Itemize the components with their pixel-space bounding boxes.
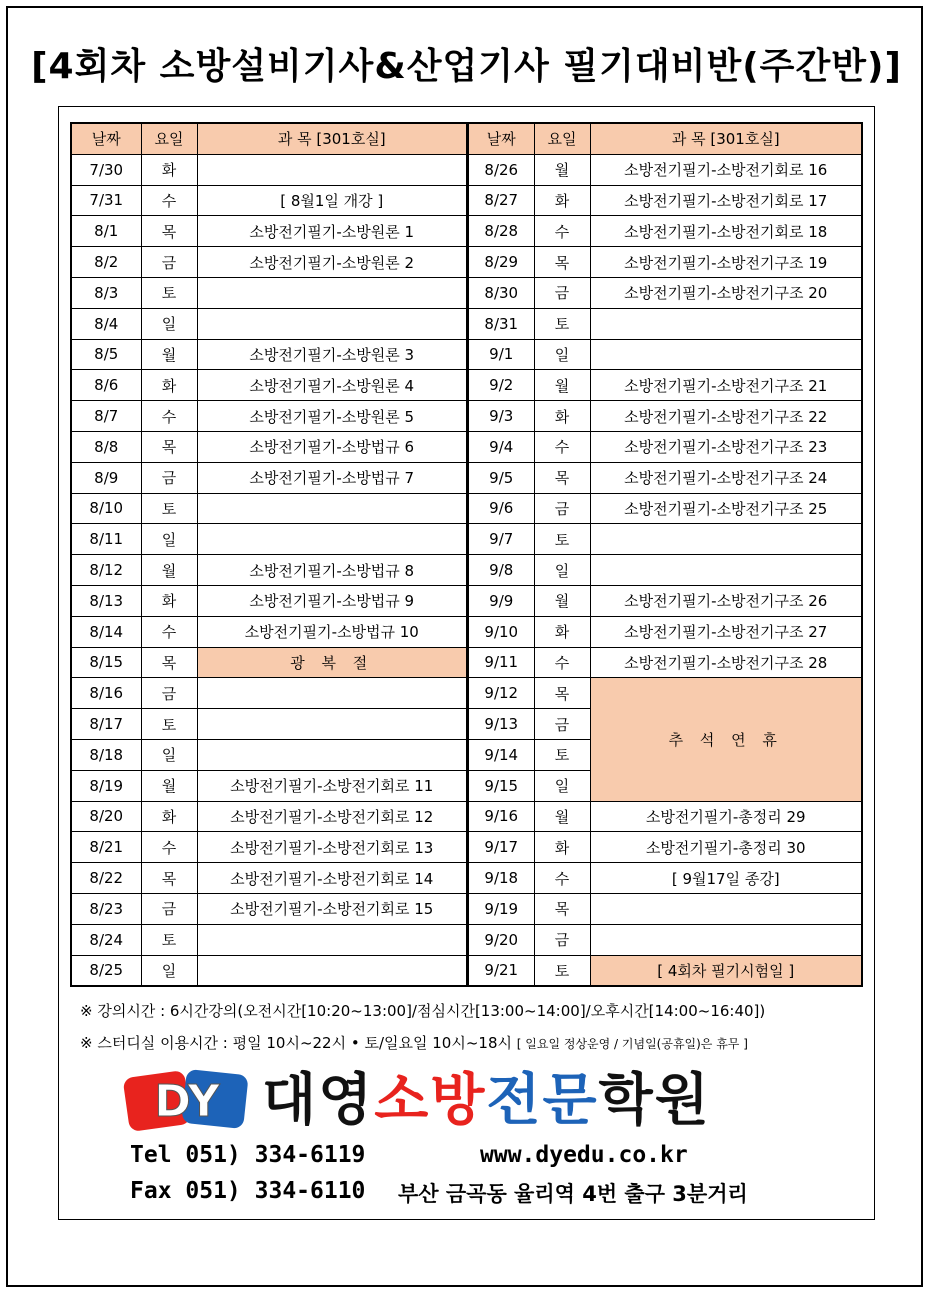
subject-cell: 추 석 연 휴 (590, 678, 862, 801)
weekday-cell: 토 (141, 924, 197, 955)
weekday-cell: 수 (534, 863, 590, 894)
weekday-cell: 목 (141, 647, 197, 678)
date-cell: 8/26 (468, 154, 534, 185)
date-cell: 9/19 (468, 893, 534, 924)
table-row (71, 709, 467, 740)
table-row (468, 493, 862, 524)
academy-name-part4: 학원 (598, 1068, 711, 1133)
fax-number: Fax 051) 334-6110 (130, 1178, 366, 1204)
website-url[interactable]: www.dyedu.co.kr (480, 1142, 688, 1168)
table-row (71, 462, 467, 493)
date-cell: 9/11 (468, 647, 534, 678)
weekday-cell: 수 (534, 216, 590, 247)
weekday-cell: 일 (141, 524, 197, 555)
date-cell: 7/30 (71, 154, 141, 185)
subject-cell (590, 339, 862, 370)
subject-cell: 소방전기필기-소방전기회로 13 (197, 832, 467, 863)
subject-cell (197, 678, 467, 709)
date-cell: 7/31 (71, 185, 141, 216)
date-cell: 8/2 (71, 247, 141, 278)
header-day: 요일 (141, 123, 197, 154)
date-cell: 8/18 (71, 739, 141, 770)
subject-cell: 소방전기필기-소방원론 5 (197, 401, 467, 432)
table-row (71, 863, 467, 894)
subject-cell: 소방전기필기-소방전기회로 12 (197, 801, 467, 832)
table-row (468, 616, 862, 647)
subject-cell: 소방전기필기-소방원론 3 (197, 339, 467, 370)
header-date: 날짜 (468, 123, 534, 154)
table-row (468, 185, 862, 216)
address: 부산 금곡동 율리역 4번 출구 3분거리 (398, 1182, 748, 1206)
weekday-cell: 월 (141, 555, 197, 586)
table-row (468, 154, 862, 185)
table-row (468, 247, 862, 278)
subject-cell: 소방전기필기-소방법규 8 (197, 555, 467, 586)
weekday-cell: 수 (534, 647, 590, 678)
table-row (468, 524, 862, 555)
date-cell: 9/17 (468, 832, 534, 863)
header-date: 날짜 (71, 123, 141, 154)
date-cell: 8/6 (71, 370, 141, 401)
table-row (468, 339, 862, 370)
study-room-hours: ※ 스터디실 이용시간 : 평일 10시~22시 • 토/일요일 10시~18시 (80, 1034, 512, 1052)
date-cell: 8/14 (71, 616, 141, 647)
date-cell: 8/21 (71, 832, 141, 863)
academy-name (262, 1066, 711, 1136)
subject-cell: 소방전기필기-소방전기회로 18 (590, 216, 862, 247)
table-row (468, 955, 862, 986)
table-row (71, 308, 467, 339)
date-cell: 8/24 (71, 924, 141, 955)
subject-cell: 소방전기필기-소방전기구조 24 (590, 462, 862, 493)
weekday-cell: 토 (534, 308, 590, 339)
date-cell: 9/7 (468, 524, 534, 555)
date-cell: 8/3 (71, 277, 141, 308)
table-row (468, 924, 862, 955)
subject-cell: 소방전기필기-소방전기회로 15 (197, 893, 467, 924)
table-row (468, 277, 862, 308)
table-row (71, 647, 467, 678)
study-room-holiday-note: [ 일요일 정상운영 / 기념일(공휴일)은 휴무 ] (516, 1037, 748, 1051)
header-subject: 과 목 [301호실] (590, 123, 862, 154)
date-cell: 8/9 (71, 462, 141, 493)
subject-cell: 소방전기필기-소방원론 4 (197, 370, 467, 401)
subject-cell: 소방전기필기-소방전기구조 26 (590, 585, 862, 616)
table-row (71, 247, 467, 278)
subject-cell (197, 524, 467, 555)
date-cell: 8/15 (71, 647, 141, 678)
table-row (468, 462, 862, 493)
date-cell: 8/1 (71, 216, 141, 247)
table-row (71, 185, 467, 216)
table-row (468, 647, 862, 678)
weekday-cell: 토 (141, 709, 197, 740)
subject-cell (590, 308, 862, 339)
table-row (468, 216, 862, 247)
tel-number: Tel 051) 334-6119 (130, 1142, 366, 1168)
subject-cell (197, 709, 467, 740)
table-row (468, 308, 862, 339)
table-row (71, 154, 467, 185)
subject-cell (197, 277, 467, 308)
academy-name-part2: 소방 (374, 1068, 487, 1133)
dy-logo-icon (122, 1068, 252, 1132)
date-cell: 8/30 (468, 277, 534, 308)
date-cell: 9/20 (468, 924, 534, 955)
weekday-cell: 월 (141, 339, 197, 370)
weekday-cell: 화 (534, 185, 590, 216)
date-cell: 9/8 (468, 555, 534, 586)
table-row (71, 585, 467, 616)
date-cell: 9/15 (468, 770, 534, 801)
table-row (71, 524, 467, 555)
table-row (468, 431, 862, 462)
weekday-cell: 수 (141, 401, 197, 432)
weekday-cell: 일 (534, 339, 590, 370)
date-cell: 9/13 (468, 709, 534, 740)
subject-cell: 소방전기필기-소방전기구조 25 (590, 493, 862, 524)
subject-cell: 소방전기필기-소방전기구조 19 (590, 247, 862, 278)
subject-cell: 소방전기필기-소방법규 9 (197, 585, 467, 616)
table-row (71, 216, 467, 247)
academy-brand (122, 1066, 802, 1136)
date-cell: 8/19 (71, 770, 141, 801)
weekday-cell: 토 (141, 277, 197, 308)
subject-cell: 소방전기필기-소방원론 2 (197, 247, 467, 278)
date-cell: 9/16 (468, 801, 534, 832)
subject-cell: 소방전기필기-소방전기구조 28 (590, 647, 862, 678)
table-row (71, 370, 467, 401)
weekday-cell: 화 (141, 370, 197, 401)
subject-cell: 소방전기필기-소방전기구조 22 (590, 401, 862, 432)
date-cell: 8/17 (71, 709, 141, 740)
weekday-cell: 목 (534, 678, 590, 709)
subject-cell: [ 9월17일 종강] (590, 863, 862, 894)
weekday-cell: 목 (141, 863, 197, 894)
subject-cell: 소방전기필기-총정리 29 (590, 801, 862, 832)
weekday-cell: 토 (141, 493, 197, 524)
table-row (71, 924, 467, 955)
date-cell: 9/10 (468, 616, 534, 647)
weekday-cell: 화 (534, 401, 590, 432)
weekday-cell: 월 (141, 770, 197, 801)
subject-cell: 소방전기필기-소방법규 10 (197, 616, 467, 647)
date-cell: 8/13 (71, 585, 141, 616)
header-subject: 과 목 [301호실] (197, 123, 467, 154)
date-cell: 9/5 (468, 462, 534, 493)
date-cell: 8/7 (71, 401, 141, 432)
subject-cell: [ 4회차 필기시험일 ] (590, 955, 862, 986)
date-cell: 8/22 (71, 863, 141, 894)
weekday-cell: 금 (141, 893, 197, 924)
table-row (71, 493, 467, 524)
date-cell: 8/27 (468, 185, 534, 216)
subject-cell (197, 308, 467, 339)
subject-cell: 소방전기필기-소방전기회로 17 (590, 185, 862, 216)
weekday-cell: 목 (141, 216, 197, 247)
subject-cell (590, 924, 862, 955)
weekday-cell: 수 (141, 616, 197, 647)
table-row (71, 801, 467, 832)
weekday-cell: 금 (534, 277, 590, 308)
weekday-cell: 금 (141, 678, 197, 709)
study-room-note (80, 1032, 748, 1053)
weekday-cell: 월 (534, 370, 590, 401)
weekday-cell: 목 (534, 893, 590, 924)
date-cell: 9/14 (468, 739, 534, 770)
schedule-table-right (467, 122, 863, 987)
table-row (71, 277, 467, 308)
weekday-cell: 토 (534, 955, 590, 986)
date-cell: 9/18 (468, 863, 534, 894)
subject-cell: 소방전기필기-소방전기구조 20 (590, 277, 862, 308)
weekday-cell: 월 (534, 154, 590, 185)
weekday-cell: 수 (534, 431, 590, 462)
subject-cell: 소방전기필기-총정리 30 (590, 832, 862, 863)
header-day: 요일 (534, 123, 590, 154)
date-cell: 8/23 (71, 893, 141, 924)
weekday-cell: 금 (141, 247, 197, 278)
table-row (71, 832, 467, 863)
table-row (468, 401, 862, 432)
subject-cell: 소방전기필기-소방전기회로 11 (197, 770, 467, 801)
table-row (468, 585, 862, 616)
subject-cell: 소방전기필기-소방법규 6 (197, 431, 467, 462)
date-cell: 8/11 (71, 524, 141, 555)
table-row (468, 801, 862, 832)
subject-cell (590, 555, 862, 586)
weekday-cell: 화 (534, 832, 590, 863)
date-cell: 8/16 (71, 678, 141, 709)
subject-cell: 소방전기필기-소방원론 1 (197, 216, 467, 247)
subject-cell: 소방전기필기-소방전기구조 21 (590, 370, 862, 401)
schedule-table-left (70, 122, 468, 987)
date-cell: 8/4 (71, 308, 141, 339)
table-row (468, 863, 862, 894)
lecture-hours-note: ※ 강의시간 : 6시간강의(오전시간[10:20~13:00]/점심시간[13:00~14:00]/오후시간[14:00~16:40]) (80, 1002, 766, 1020)
weekday-cell: 목 (534, 462, 590, 493)
weekday-cell: 일 (534, 770, 590, 801)
table-row (71, 770, 467, 801)
subject-cell: [ 8월1일 개강 ] (197, 185, 467, 216)
subject-cell: 소방전기필기-소방전기구조 23 (590, 431, 862, 462)
subject-cell: 소방전기필기-소방전기회로 16 (590, 154, 862, 185)
weekday-cell: 일 (534, 555, 590, 586)
table-row (468, 555, 862, 586)
date-cell: 9/12 (468, 678, 534, 709)
date-cell: 9/4 (468, 431, 534, 462)
subject-cell (590, 893, 862, 924)
weekday-cell: 일 (141, 308, 197, 339)
subject-cell: 광 복 절 (197, 647, 467, 678)
table-row (71, 893, 467, 924)
subject-cell (197, 955, 467, 986)
table-row (71, 678, 467, 709)
date-cell: 9/1 (468, 339, 534, 370)
weekday-cell: 수 (141, 832, 197, 863)
weekday-cell: 금 (534, 709, 590, 740)
weekday-cell: 화 (141, 801, 197, 832)
weekday-cell: 수 (141, 185, 197, 216)
table-row (71, 739, 467, 770)
logo-text: DY (154, 1076, 220, 1127)
weekday-cell: 금 (141, 462, 197, 493)
table-row (468, 678, 862, 709)
weekday-cell: 토 (534, 524, 590, 555)
table-row (71, 555, 467, 586)
date-cell: 8/25 (71, 955, 141, 986)
date-cell: 8/31 (468, 308, 534, 339)
weekday-cell: 목 (141, 431, 197, 462)
date-cell: 9/3 (468, 401, 534, 432)
date-cell: 9/6 (468, 493, 534, 524)
date-cell: 8/5 (71, 339, 141, 370)
weekday-cell: 화 (141, 585, 197, 616)
subject-cell: 소방전기필기-소방전기구조 27 (590, 616, 862, 647)
academy-name-part1: 대영 (262, 1068, 375, 1133)
date-cell: 8/28 (468, 216, 534, 247)
table-row (468, 370, 862, 401)
weekday-cell: 일 (141, 739, 197, 770)
table-row (71, 616, 467, 647)
table-row (71, 955, 467, 986)
subject-cell (590, 524, 862, 555)
table-row (468, 893, 862, 924)
date-cell: 8/20 (71, 801, 141, 832)
subject-cell: 소방전기필기-소방전기회로 14 (197, 863, 467, 894)
date-cell: 8/12 (71, 555, 141, 586)
academy-name-part3: 전문 (486, 1068, 599, 1133)
table-row (71, 431, 467, 462)
date-cell: 8/8 (71, 431, 141, 462)
date-cell: 8/29 (468, 247, 534, 278)
weekday-cell: 화 (534, 616, 590, 647)
weekday-cell: 금 (534, 493, 590, 524)
weekday-cell: 월 (534, 585, 590, 616)
weekday-cell: 토 (534, 739, 590, 770)
date-cell: 9/2 (468, 370, 534, 401)
weekday-cell: 일 (141, 955, 197, 986)
table-row (468, 832, 862, 863)
weekday-cell: 월 (534, 801, 590, 832)
subject-cell (197, 924, 467, 955)
date-cell: 9/21 (468, 955, 534, 986)
weekday-cell: 화 (141, 154, 197, 185)
page-title: [4회차 소방설비기사&산업기사 필기대비반(주간반)] (31, 46, 902, 87)
subject-cell (197, 739, 467, 770)
subject-cell (197, 493, 467, 524)
subject-cell (197, 154, 467, 185)
subject-cell: 소방전기필기-소방법규 7 (197, 462, 467, 493)
date-cell: 9/9 (468, 585, 534, 616)
table-row (71, 339, 467, 370)
weekday-cell: 목 (534, 247, 590, 278)
date-cell: 8/10 (71, 493, 141, 524)
table-row (71, 401, 467, 432)
weekday-cell: 금 (534, 924, 590, 955)
